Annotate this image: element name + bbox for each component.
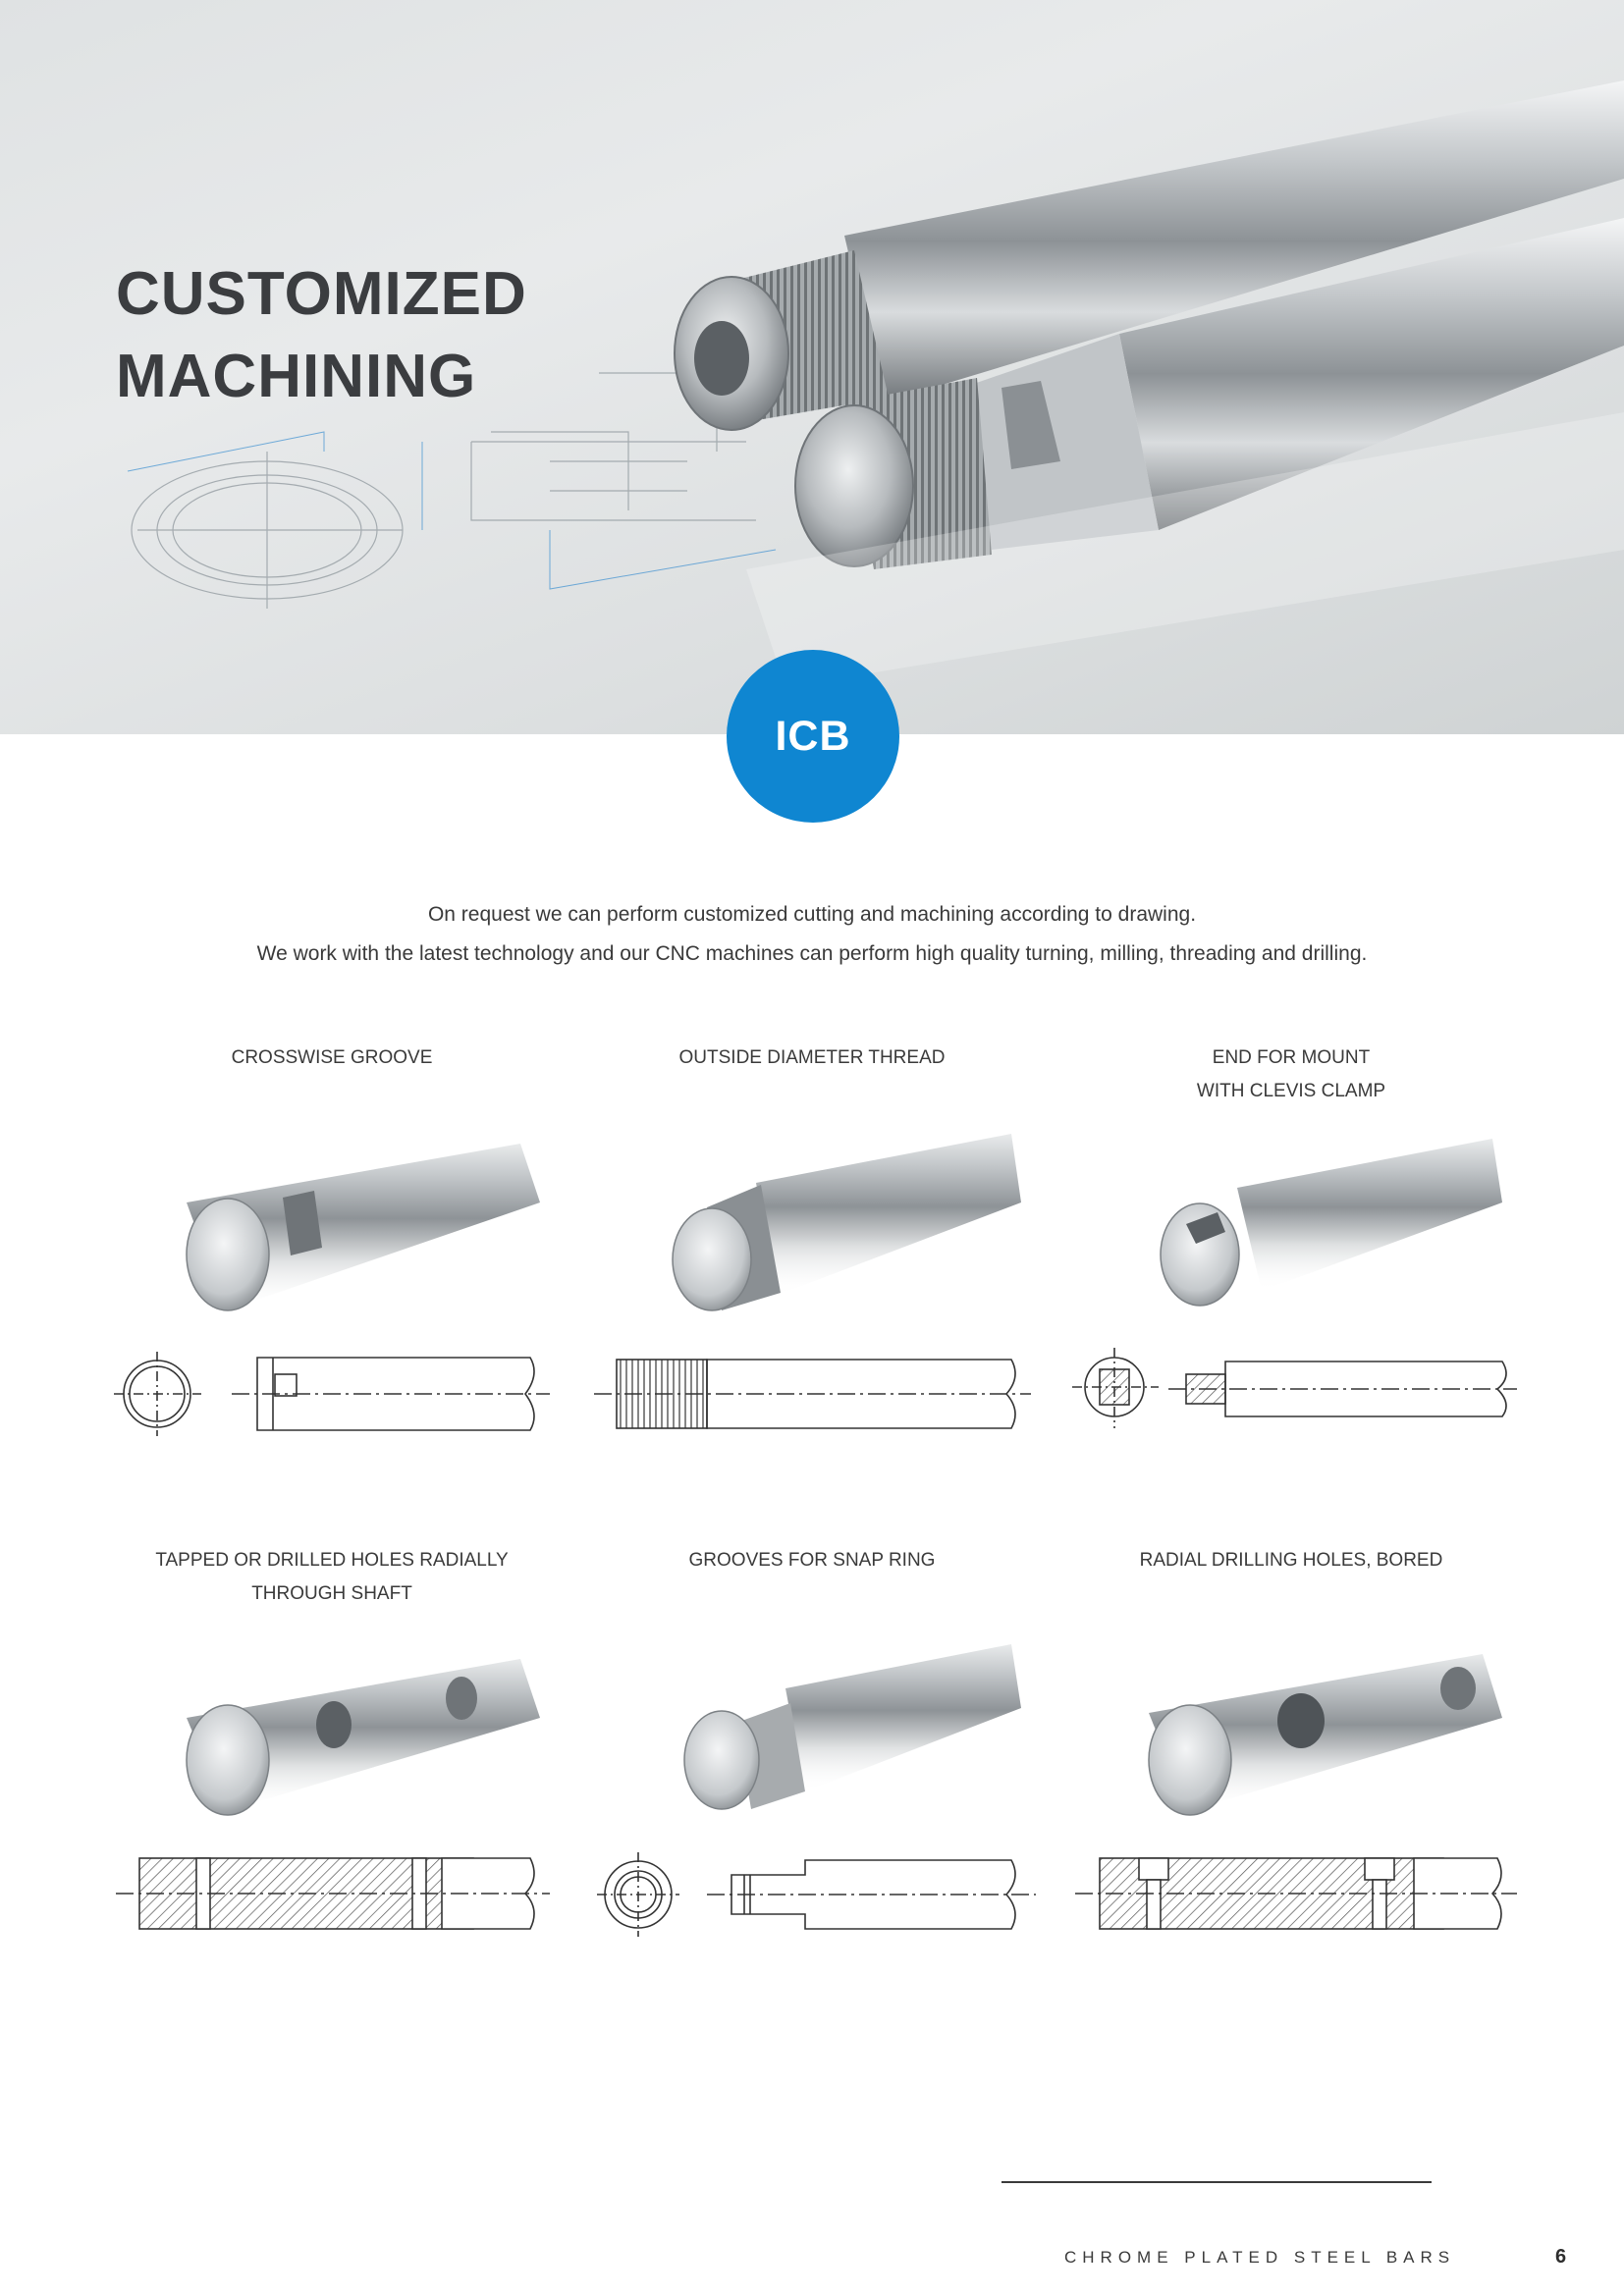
title-line-1: CUSTOMIZED (116, 260, 527, 328)
feature-label-radial-bored (1065, 1544, 1517, 1577)
feature-label-radial-holes (106, 1544, 558, 1611)
hero-banner (0, 0, 1624, 734)
footer-divider (1001, 2181, 1432, 2183)
feature-label-snap-ring (586, 1544, 1038, 1577)
intro-text (0, 895, 1624, 974)
page-title (116, 253, 527, 418)
outside-thread-icon (589, 1124, 1041, 1458)
radial-bored-icon (1070, 1634, 1522, 1958)
feature-label-outside-thread (586, 1041, 1038, 1075)
feature-label-line: THROUGH SHAFT (251, 1583, 412, 1604)
feature-label-line: WITH CLEVIS CLAMP (1196, 1081, 1386, 1101)
brand-badge (727, 650, 899, 823)
feature-label-crosswise-groove (106, 1041, 558, 1075)
snap-ring-groove-icon (589, 1634, 1041, 1958)
feature-label-line: TAPPED OR DRILLED HOLES RADIALLY (155, 1550, 509, 1571)
footer-caption: CHROME PLATED STEEL BARS (1064, 2248, 1456, 2267)
page-number: 6 (1555, 2246, 1567, 2268)
feature-label-line: RADIAL DRILLING HOLES, BORED (1139, 1550, 1443, 1571)
crosswise-groove-icon (108, 1124, 560, 1458)
intro-line-2: We work with the latest technology and our CNC machines can perform high quality turning, milling, threading and drilling. (256, 942, 1368, 965)
intro-line-1: On request we can perform customized cutting and machining according to drawing. (427, 903, 1197, 926)
title-line-2: MACHINING (116, 343, 477, 410)
clevis-mount-icon (1070, 1124, 1522, 1458)
feature-label-line: GROOVES FOR SNAP RING (688, 1550, 936, 1571)
feature-label-line: END FOR MOUNT (1212, 1047, 1371, 1068)
feature-label-line: OUTSIDE DIAMETER THREAD (678, 1047, 946, 1068)
feature-label-clevis-mount (1065, 1041, 1517, 1108)
radial-holes-icon (108, 1634, 560, 1958)
feature-label-line: CROSSWISE GROOVE (231, 1047, 433, 1068)
brand-badge-label: ICB (775, 712, 851, 760)
